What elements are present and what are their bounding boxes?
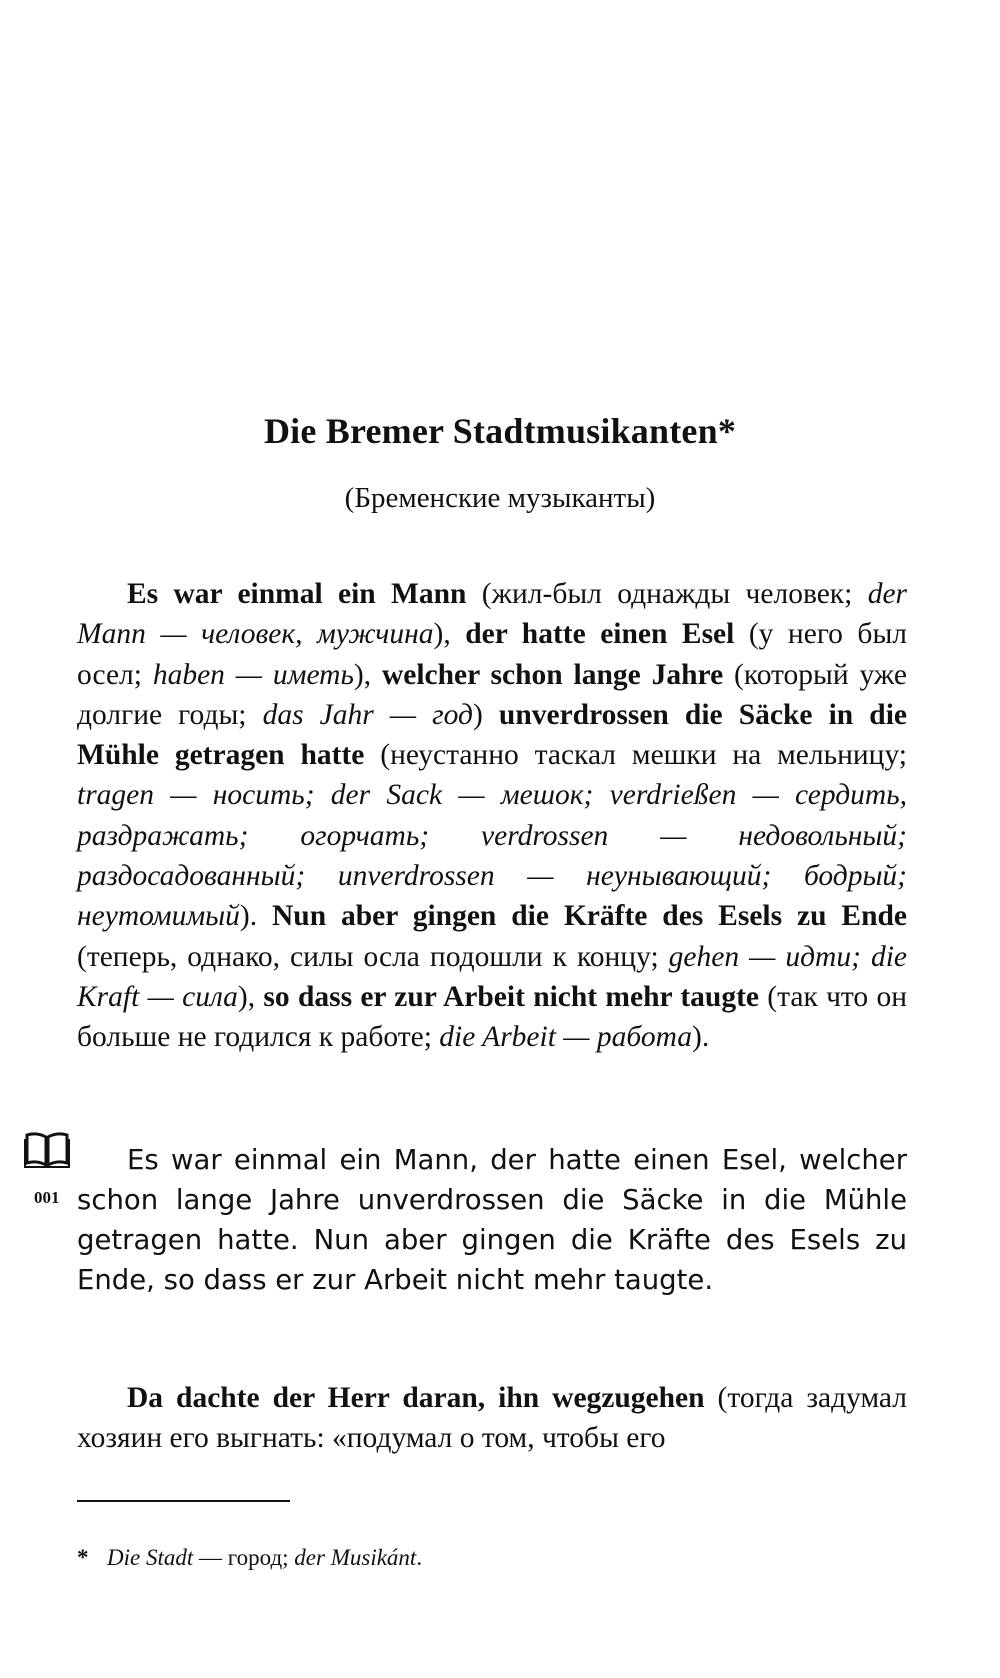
- german-phrase: so dass er zur Arbeit nicht mehr taugte: [263, 980, 759, 1013]
- translation-text: (тогда задумал хозяин его выгнать: «подумал о том, чтобы его: [77, 1382, 908, 1455]
- translation-text: ),: [237, 980, 264, 1013]
- paragraph-1-body: [77, 578, 907, 1053]
- paragraph-2-body: [77, 1382, 907, 1454]
- chapter-subtitle: (Бременские музыканты): [344, 482, 656, 514]
- original-text-body: Es war einmal ein Mann, der hatte einen Esel, welcher schon lange Jahre unverdrossen die Säcke in die Mühle getragen hatte. Nun aber gingen die Kräfte des Esels zu Ende, so dass er zur Arbeit nicht mehr taugte.: [77, 1144, 907, 1296]
- vocabulary-note: gehen — идти; die Kraft — сила: [77, 940, 907, 1013]
- german-phrase: Es war einmal ein Mann: [127, 578, 467, 610]
- translation-text: .: [416, 1545, 423, 1570]
- translation-text: (который уже долгие годы;: [77, 658, 907, 731]
- footnote-text: [107, 1545, 422, 1570]
- vocabulary-note: der Mann — человек, мужчина: [77, 578, 908, 651]
- translation-text: ).: [692, 1021, 710, 1054]
- translation-text: ),: [353, 658, 382, 691]
- translation-text: (у него был осел;: [77, 618, 907, 691]
- vocabulary-note: Die Stadt: [107, 1545, 194, 1570]
- german-phrase: Nun aber gingen die Kräfte des Esels zu Ende: [272, 900, 907, 933]
- german-phrase: welcher schon lange Jahre: [381, 658, 724, 691]
- translation-text: (неустанно таскал мешки на мельницу;: [364, 739, 907, 772]
- audio-track-number: 001: [34, 1188, 60, 1207]
- open-book-icon: [24, 1131, 70, 1169]
- vocabulary-note: tragen — носить; der Sack — мешок; verdrießen — сердить, раздражать; огорчать; verdrossen — недовольный; раздосадованный; unverdrossen — неунывающий; бодрый; неутомимый: [77, 779, 907, 933]
- vocabulary-note: das Jahr — год: [262, 698, 473, 731]
- vocabulary-note: die Arbeit — работа: [439, 1021, 693, 1054]
- vocabulary-note: haben — иметь: [152, 658, 354, 691]
- german-phrase: der hatte einen Esel: [465, 618, 735, 651]
- translation-text: ).: [239, 900, 272, 933]
- footnote: [77, 1545, 422, 1571]
- translation-text: ),: [433, 618, 466, 651]
- translation-text: — город;: [193, 1545, 295, 1570]
- chapter-title: Die Bremer Stadtmusikanten*: [263, 411, 737, 451]
- original-text-paragraph: [77, 1140, 907, 1300]
- translation-text: (теперь, однако, силы осла подошли к концу;: [77, 940, 669, 973]
- translation-text: ): [472, 698, 499, 731]
- translation-text: (жил-был однажды человек;: [466, 578, 868, 610]
- vocabulary-note: der Musikánt: [294, 1545, 417, 1570]
- annotated-paragraph-2: [77, 1378, 907, 1459]
- footnote-marker: *: [77, 1545, 89, 1570]
- german-phrase: Da dachte der Herr daran, ihn wegzugehen: [127, 1382, 705, 1414]
- german-phrase: unverdrossen die Säcke in die Mühle getragen hatte: [77, 698, 907, 772]
- translation-text: (так что он больше не годился к работе;: [77, 980, 907, 1054]
- annotated-paragraph-1: [77, 574, 907, 1058]
- footnote-divider: [77, 1500, 290, 1502]
